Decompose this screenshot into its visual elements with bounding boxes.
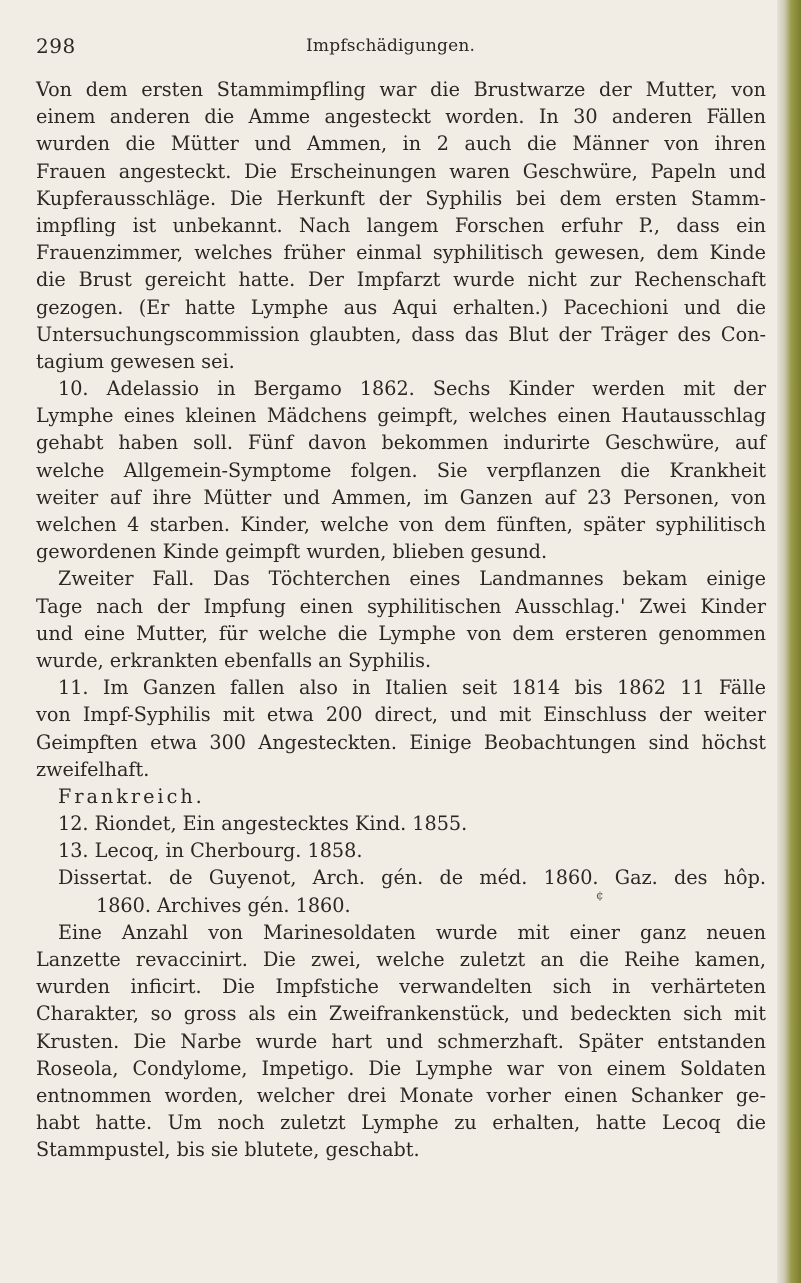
text-line: Frauenzimmer, welches früher einmal syphilitisch gewesen, dem Kinde [36,241,766,265]
text-line: Lymphe eines kleinen Mädchens geimpft, welches einen Hautausschlag [36,404,766,428]
text-line: Dissertat. de Guyenot, Arch. gén. de méd. 1860. Gaz. des hôp. [58,866,766,890]
text-line: impfling ist unbekannt. Nach langem Forschen erfuhr P., dass ein [36,213,766,237]
text-line: 1860. Archives gén. 1860. [96,893,351,917]
running-head: Impfschädigungen. [306,36,476,56]
text-line: 11. Im Ganzen fallen also in Italien seit 1814 bis 1862 11 Fälle [58,676,766,700]
text-line: Roseola, Condylome, Impetigo. Die Lymphe war von einem Soldaten [36,1056,766,1080]
text-line: tagium gewesen sei. [36,349,235,373]
text-line: gewordenen Kinde geimpft wurden, blieben gesund. [36,540,548,564]
text-line: Geimpften etwa 300 Angesteckten. Einige Beobachtungen sind höchst [36,730,766,754]
text-line: weiter auf ihre Mütter und Ammen, im Ganzen auf 23 Personen, von [36,485,766,509]
text-line: gezogen. (Er hatte Lymphe aus Aqui erhalten.) Pacechioni und die [36,295,766,319]
text-line: einem anderen die Amme angesteckt worden. In 30 anderen Fällen [36,105,766,129]
text-line: welche Allgemein-Symptome folgen. Sie verpflanzen die Krankheit [36,458,766,482]
stray-mark: ¢ [596,888,604,902]
text-line: Lanzette revaccinirt. Die zwei, welche zuletzt an die Reihe kamen, [36,948,766,971]
text-line: entnommen worden, welcher drei Monate vorher einen Schanker ge- [36,1083,766,1107]
text-line: zweifelhaft. [36,757,150,781]
text-line: Kupferausschläge. Die Herkunft der Syphilis bei dem ersten Stamm- [36,186,766,210]
page-number: 298 [36,34,76,58]
text-line: Frauen angesteckt. Die Erscheinungen waren Geschwüre, Papeln und [36,159,766,183]
text-line: Untersuchungscommission glaubten, dass das Blut der Träger des Con- [36,322,766,346]
text-line: Eine Anzahl von Marinesoldaten wurde mit einer ganz neuen [58,920,766,944]
text-line: und eine Mutter, für welche die Lymphe von dem ersteren genommen [36,621,766,645]
text-line: wurden inficirt. Die Impfstiche verwandelten sich in verhärteten [36,975,766,999]
text-line: Tage nach der Impfung einen syphilitischen Ausschlag.' Zwei Kinder [36,594,766,618]
text-line: Krusten. Die Narbe wurde hart und schmerzhaft. Später entstanden [36,1029,766,1053]
text-line: 10. Adelassio in Bergamo 1862. Sechs Kinder werden mit der [58,377,766,401]
text-line: Von dem ersten Stammimpfling war die Brustwarze der Mutter, von [36,78,766,101]
text-line: wurde, erkrankten ebenfalls an Syphilis. [36,648,432,672]
text-line: 13. Lecoq, in Cherbourg. 1858. [58,839,363,863]
page-edge-binding [777,0,801,1283]
text-line: Zweiter Fall. Das Töchterchen eines Landmannes bekam einige [58,567,766,591]
body-text [36,76,766,1164]
text-line: 12. Riondet, Ein angestecktes Kind. 1855. [58,812,468,836]
page-header [36,34,756,58]
text-line: Frankreich. [58,784,205,808]
text-line: Stammpustel, bis sie blutete, geschabt. [36,1138,420,1162]
text-line: Charakter, so gross als ein Zweifrankenstück, und bedeckten sich mit [36,1002,766,1026]
text-line: die Brust gereicht hatte. Der Impfarzt wurde nicht zur Rechenschaft [36,268,766,292]
text-line: wurden die Mütter und Ammen, in 2 auch die Männer von ihren [36,132,766,156]
text-line: welchen 4 starben. Kinder, welche von dem fünften, später syphilitisch [36,513,766,536]
text-line: von Impf-Syphilis mit etwa 200 direct, und mit Einschluss der weiter [36,703,766,727]
text-line: habt hatte. Um noch zuletzt Lymphe zu erhalten, hatte Lecoq die [36,1111,766,1135]
text-line: gehabt haben soll. Fünf davon bekommen indurirte Geschwüre, auf [36,431,766,455]
